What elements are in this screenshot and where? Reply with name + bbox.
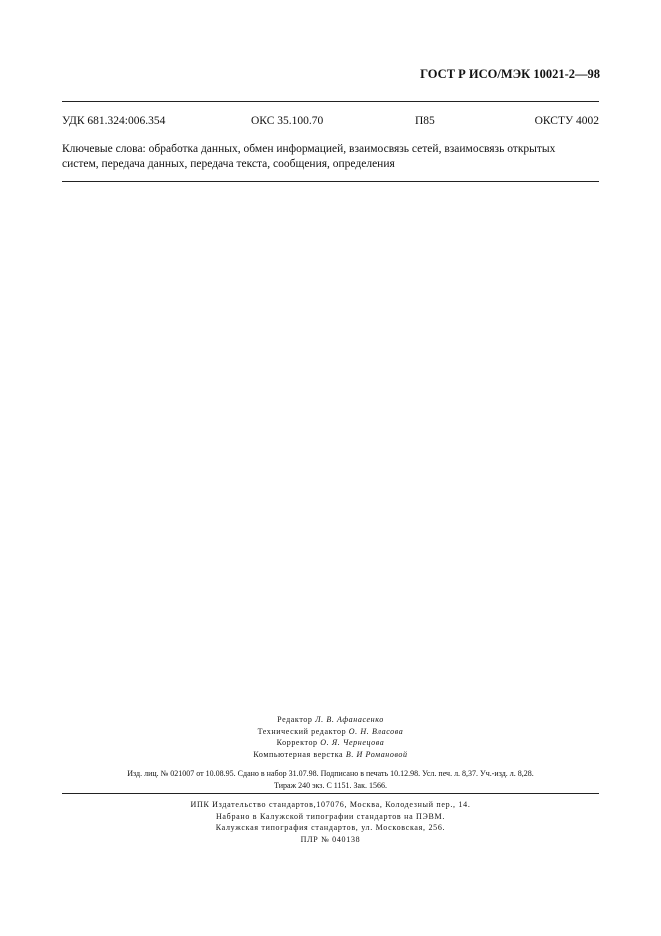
oks-code: ОКС 35.100.70	[251, 115, 324, 127]
group-code: П85	[415, 115, 435, 127]
keywords-line: систем, передача данных, передача текста, сообщения, определения	[62, 157, 395, 170]
credit-layout	[0, 749, 661, 761]
publisher-block	[0, 799, 661, 845]
credit-name: О. Н. Власова	[348, 726, 404, 736]
imprint-line: Изд. лиц. № 021007 от 10.08.95. Сдано в набор 31.07.98. Подписано в печать 10.12.98. Усл. печ. л. 8,37. Уч.-изд. л. 8,28.	[127, 769, 534, 778]
publisher-line: Калужская типография стандартов, ул. Московская, 256.	[215, 823, 446, 832]
top-rule	[62, 101, 599, 102]
credit-role: Корректор	[276, 738, 318, 747]
imprint-block	[0, 768, 661, 791]
publisher-line: ИПК Издательство стандартов,107076, Москва, Колодезный пер., 14.	[190, 800, 471, 809]
credit-tech-editor	[0, 726, 661, 738]
publisher-rule	[62, 793, 599, 794]
credit-corrector	[0, 737, 661, 749]
standard-number: ГОСТ Р ИСО/МЭК 10021-2—98	[420, 67, 600, 81]
udk-code: УДК 681.324:006.354	[62, 115, 166, 127]
credit-name: О. Я. Чернецова	[320, 738, 385, 747]
credit-role: Компьютерная верстка	[253, 749, 344, 759]
keywords-rule	[62, 181, 599, 182]
credit-name: В. И Романовой	[345, 749, 408, 759]
credit-editor	[0, 714, 661, 726]
keywords	[62, 142, 600, 171]
imprint-line: Тираж 240 экз. С 1151. Зак. 1566.	[274, 780, 387, 790]
credit-role: Редактор	[277, 715, 313, 724]
publisher-line: ПЛР № 040138	[300, 834, 361, 844]
publisher-line: Набрано в Калужской типографии стандартов на ПЭВМ.	[215, 811, 446, 821]
credits-block	[0, 714, 661, 760]
okstu-code: ОКСТУ 4002	[534, 115, 599, 127]
credit-name: Л. В. Афанасенко	[315, 715, 384, 724]
credit-role: Технический редактор	[257, 726, 347, 736]
keywords-line: Ключевые слова: обработка данных, обмен информацией, взаимосвязь сетей, взаимосвязь открытых	[62, 143, 556, 155]
